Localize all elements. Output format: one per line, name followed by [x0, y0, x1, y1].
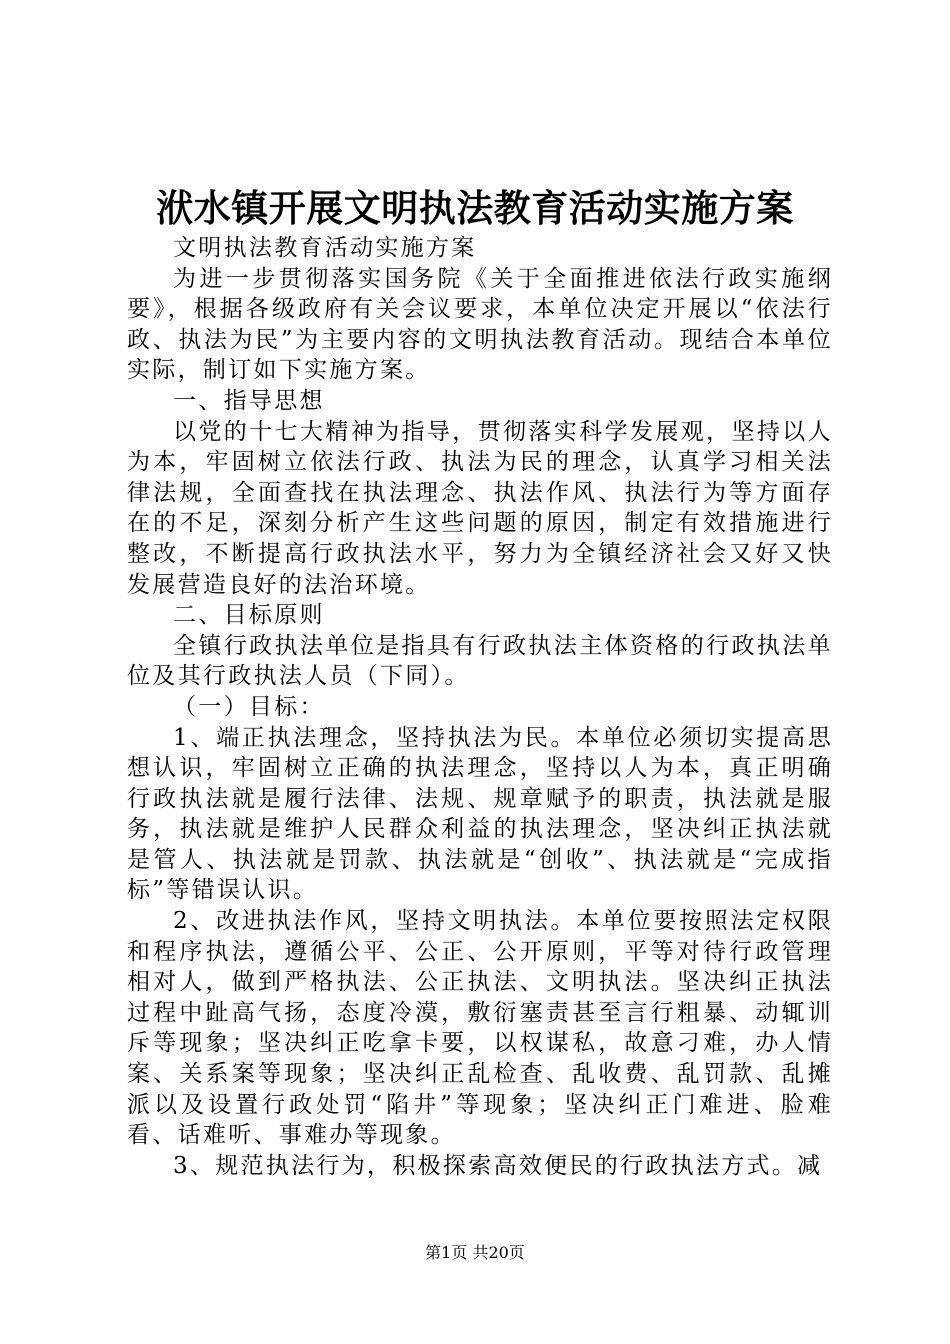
- scope-paragraph: 全镇行政执法单位是指具有行政执法主体资格的行政执法单位及其行政执法人员（下同）。: [127, 632, 833, 690]
- section-heading-goals-principles: 二、目标原则: [173, 602, 325, 629]
- goal-item-1: 1、端正执法理念，坚持执法为民。本单位必须切实提高思想认识，牢固树立正确的执法理念，坚持以人为本，真正明确行政执法就是履行法律、法规、规章赋予的职责，执法就是服务，执法就是维护人民群众利益的执法理念，坚决纠正执法就是管人、执法就是罚款、执法就是“创收”、执法就是“完成指标”等错误认识。: [127, 724, 833, 904]
- goal-item-3: 3、规范执法行为，积极探索高效便民的行政执法方式。减: [173, 1152, 823, 1179]
- goal-item-2: 2、改进执法作风，坚持文明执法。本单位要按照法定权限和程序执法，遵循公平、公正、公开原则，平等对待行政管理相对人，做到严格执法、公正执法、文明执法。坚决纠正执法过程中趾高气扬，态度冷漠，敷衍塞责甚至言行粗暴、动辄训斥等现象；坚决纠正吃拿卡要，以权谋私，故意刁难，办人情案、关系案等现象；坚决纠正乱检查、乱收费、乱罚款、乱摊派以及设置行政处罚“陷井”等现象；坚决纠正门难进、脸难看、话难听、事难办等现象。: [127, 908, 833, 1149]
- page-footer: 第1页 共20页: [425, 1243, 525, 1262]
- intro-paragraph: 为进一步贯彻落实国务院《关于全面推进依法行政实施纲要》，根据各级政府有关会议要求，本单位决定开展以“依法行政、执法为民”为主要内容的文明执法教育活动。现结合本单位实际，制订如下实施方案。: [127, 265, 833, 384]
- guiding-thought-paragraph: 以党的十七大精神为指导，贯彻落实科学发展观，坚持以人为本，牢固树立依法行政、执法为民的理念，认真学习相关法律法规，全面查找在执法理念、执法作风、执法行为等方面存在的不足，深刻分析产生这些问题的原因，制定有效措施进行整改，不断提高行政执法水平，努力为全镇经济社会又好又快发展营造良好的法治环境。: [127, 418, 833, 598]
- document-title: 洑水镇开展文明执法教育活动实施方案: [156, 186, 794, 230]
- document-body: [127, 233, 833, 1181]
- subheading-goals: （一）目标：: [173, 693, 325, 720]
- section-heading-guiding-thought: 一、指导思想: [173, 387, 325, 414]
- subtitle-paragraph: 文明执法教育活动实施方案: [173, 235, 477, 261]
